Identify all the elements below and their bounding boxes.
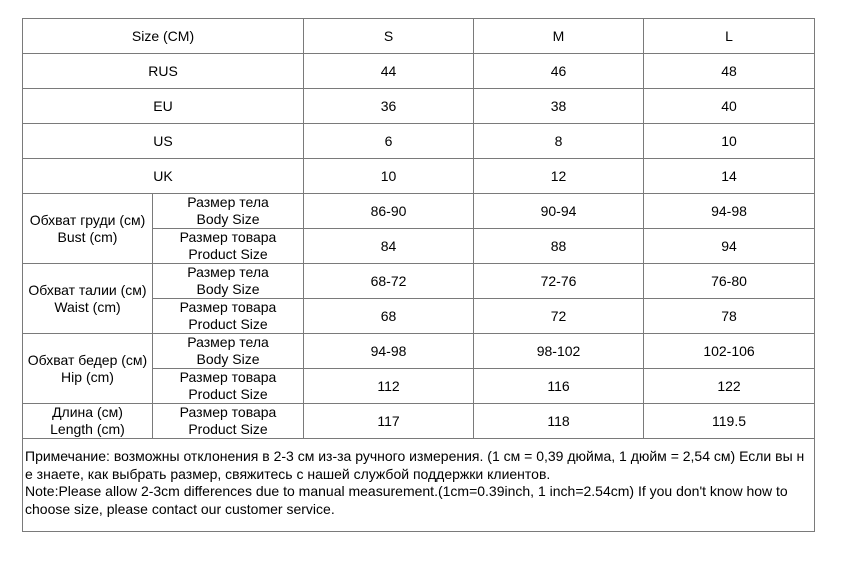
size-chart-table — [22, 18, 815, 532]
type-ru: Размер тела — [187, 194, 269, 210]
size-header-l: L — [644, 19, 815, 54]
note-ru-line2: е знаете, как выбрать размер, свяжитесь с нашей службой поддержки клиентов. — [25, 465, 551, 482]
cell: 86-90 — [304, 194, 474, 229]
cell: 72-76 — [474, 264, 644, 299]
cell: 76-80 — [644, 264, 815, 299]
type-en: Body Size — [196, 351, 260, 367]
cell: 72 — [474, 299, 644, 334]
row-label: EU — [23, 89, 304, 124]
table-row-us — [23, 124, 815, 159]
cell: 98-102 — [474, 334, 644, 369]
row-label: UK — [23, 159, 304, 194]
row-label: RUS — [23, 54, 304, 89]
table-row-hip-body — [23, 334, 815, 369]
cell: 88 — [474, 229, 644, 264]
table-row-eu — [23, 89, 815, 124]
type-ru: Размер товара — [179, 299, 277, 315]
label-ru: Обхват бедер (см) — [27, 351, 148, 368]
table-row-rus — [23, 54, 815, 89]
label-en: Bust (cm) — [57, 228, 118, 245]
cell: 38 — [474, 89, 644, 124]
size-header-label: Size (CM) — [23, 19, 304, 54]
type-en: Body Size — [196, 211, 260, 227]
cell: 94 — [644, 229, 815, 264]
type-en: Product Size — [188, 316, 268, 332]
cell: 36 — [304, 89, 474, 124]
table-row-waist-body — [23, 264, 815, 299]
table-row-bust-body — [23, 194, 815, 229]
size-type — [153, 299, 304, 334]
type-ru: Размер тела — [187, 264, 269, 280]
cell: 94-98 — [644, 194, 815, 229]
cell: 6 — [304, 124, 474, 159]
measure-label-hip — [23, 334, 153, 404]
cell: 90-94 — [474, 194, 644, 229]
header-row — [23, 19, 815, 54]
type-ru: Размер товара — [179, 404, 277, 420]
cell: 10 — [304, 159, 474, 194]
type-en: Body Size — [196, 281, 260, 297]
cell: 119.5 — [644, 404, 815, 439]
cell: 8 — [474, 124, 644, 159]
size-type — [153, 404, 304, 439]
cell: 14 — [644, 159, 815, 194]
label-ru: Длина (см) — [52, 404, 123, 420]
type-en: Product Size — [188, 246, 268, 262]
cell: 122 — [644, 369, 815, 404]
cell: 78 — [644, 299, 815, 334]
cell: 48 — [644, 54, 815, 89]
type-ru: Размер товара — [179, 369, 277, 385]
cell: 10 — [644, 124, 815, 159]
note-row — [23, 439, 815, 532]
note-ru-line1: Примечание: возможны отклонения в 2-3 см из-за ручного измерения. (1 см = 0,39 дюйма, 1 дюйм = 2,54 см) Если вы н — [25, 448, 805, 464]
type-ru: Размер тела — [187, 334, 269, 350]
cell: 117 — [304, 404, 474, 439]
label-ru: Обхват талии (см) — [28, 281, 147, 298]
cell: 112 — [304, 369, 474, 404]
type-en: Product Size — [188, 386, 268, 402]
note-en-line1: Note:Please allow 2-3cm differences due to manual measurement.(1cm=0.39inch, 1 inch=2.54cm) If you don't know how to — [25, 483, 788, 499]
label-ru: Обхват груди (см) — [29, 211, 146, 228]
size-type — [153, 194, 304, 229]
measure-label-length — [23, 404, 153, 439]
cell: 68 — [304, 299, 474, 334]
type-en: Product Size — [188, 421, 268, 437]
table-row-length-product — [23, 404, 815, 439]
measure-label-waist — [23, 264, 153, 334]
label-en: Waist (cm) — [54, 298, 121, 315]
size-note — [23, 439, 815, 532]
size-type — [153, 369, 304, 404]
type-ru: Размер товара — [179, 229, 277, 245]
label-en: Length (cm) — [50, 421, 125, 437]
cell: 68-72 — [304, 264, 474, 299]
cell: 46 — [474, 54, 644, 89]
size-type — [153, 229, 304, 264]
size-type — [153, 334, 304, 369]
cell: 118 — [474, 404, 644, 439]
note-en-line2: choose size, please contact our customer service. — [25, 500, 335, 517]
cell: 84 — [304, 229, 474, 264]
cell: 116 — [474, 369, 644, 404]
table-row-uk — [23, 159, 815, 194]
size-header-m: M — [474, 19, 644, 54]
cell: 94-98 — [304, 334, 474, 369]
cell: 12 — [474, 159, 644, 194]
size-type — [153, 264, 304, 299]
measure-label-bust — [23, 194, 153, 264]
cell: 40 — [644, 89, 815, 124]
cell: 44 — [304, 54, 474, 89]
label-en: Hip (cm) — [61, 368, 114, 385]
cell: 102-106 — [644, 334, 815, 369]
row-label: US — [23, 124, 304, 159]
size-header-s: S — [304, 19, 474, 54]
